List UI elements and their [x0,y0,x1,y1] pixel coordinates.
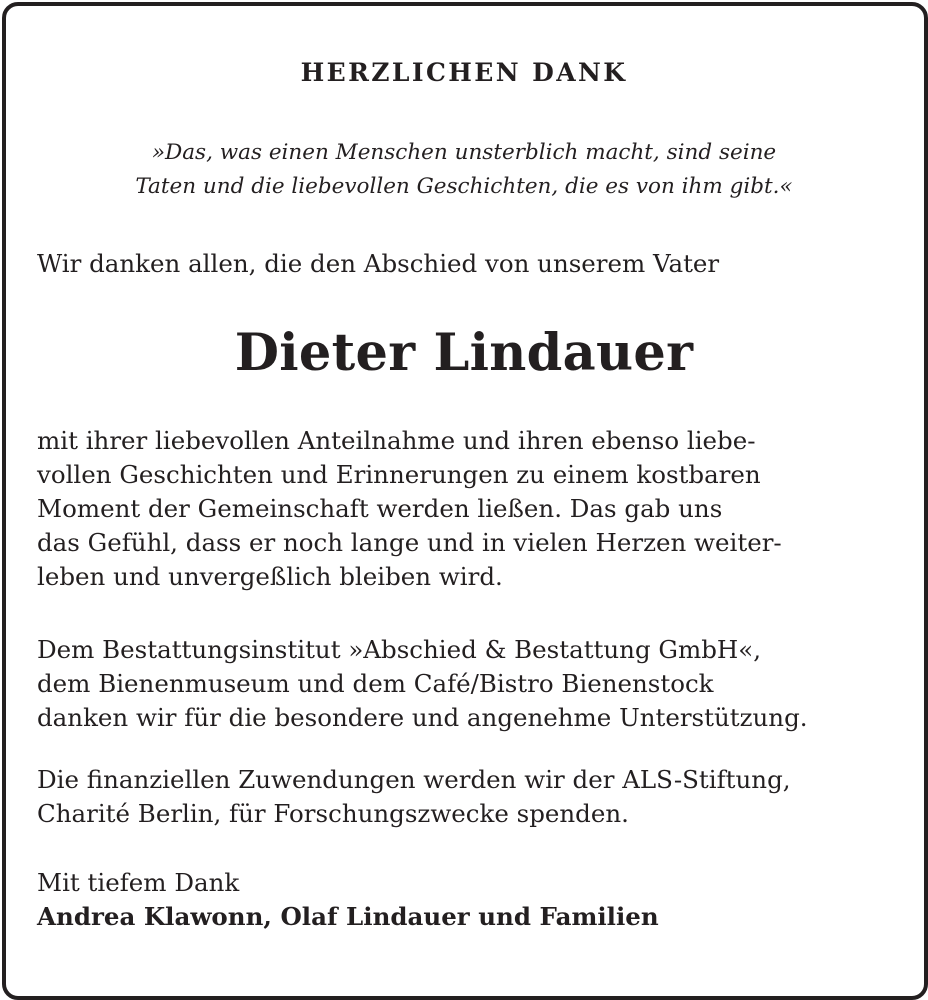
thanks-line: danken wir für die besondere und angenehme Unterstützung. [37,703,808,732]
body-line: Moment der Gemeinschaft werden ließen. Das gab uns [37,494,723,523]
quote-line: Taten und die liebevollen Geschichten, die es von ihm gibt.« [135,174,793,199]
donation-paragraph [37,763,791,831]
body-line: vollen Geschichten und Erinnerungen zu einem kostbaren [37,460,761,489]
donation-line: Die finanziellen Zuwendungen werden wir der ALS-Stiftung, [37,765,791,794]
body-paragraph [37,424,782,594]
body-line: mit ihrer liebevollen Anteilnahme und ihren ebenso liebe- [37,426,756,455]
thanks-line: Dem Bestattungsinstitut »Abschied & Bestattung GmbH«, [37,635,762,664]
thanks-paragraph [37,633,808,735]
body-line: leben und unvergeßlich bleiben wird. [37,562,503,591]
donation-line: Charité Berlin, für Forschungszwecke spenden. [37,799,629,828]
body-line: das Gefühl, dass er noch lange und in vielen Herzen weiter- [37,528,782,557]
closing-line: Mit tiefem Dank [37,868,240,897]
deceased-name: Dieter Lindauer [234,323,694,383]
signature: Andrea Klawonn, Olaf Lindauer und Familien [37,902,659,931]
closing-block [37,866,659,934]
notice-heading: HERZLICHEN DANK [300,58,628,87]
quote [0,136,928,204]
quote-line: »Das, was einen Menschen unsterblich macht, sind seine [151,140,777,165]
thanks-line: dem Bienenmuseum und dem Café/Bistro Bienenstock [37,669,714,698]
intro-text [37,247,719,281]
intro-line: Wir danken allen, die den Abschied von unserem Vater [37,249,720,278]
